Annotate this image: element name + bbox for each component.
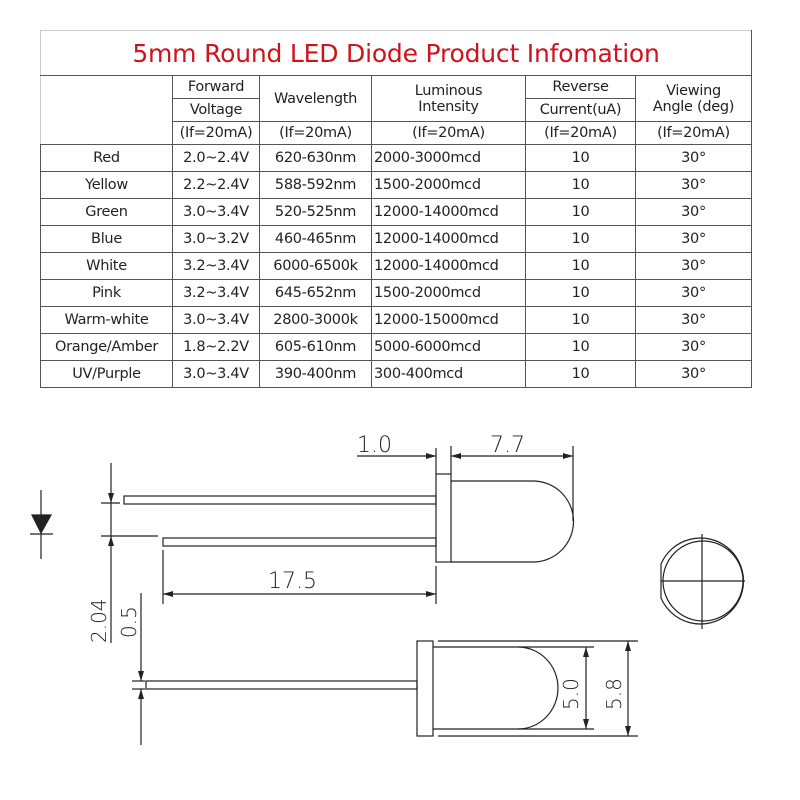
cell-current: 10 [526, 253, 636, 280]
cell-voltage: 3.2~3.4V [173, 253, 260, 280]
cell-color: Warm-white [41, 307, 173, 334]
cell-current: 10 [526, 145, 636, 172]
cell-angle: 30° [636, 172, 752, 199]
cell-intensity: 1500-2000mcd [372, 280, 526, 307]
cell-intensity: 1500-2000mcd [372, 172, 526, 199]
cell-wavelength: 588-592nm [260, 172, 372, 199]
cell-voltage: 3.0~3.4V [173, 361, 260, 388]
cell-angle: 30° [636, 280, 752, 307]
cell-color: Orange/Amber [41, 334, 173, 361]
dim-body-length: 7.7 [490, 433, 525, 458]
dim-lead-width-label: 0.5 [117, 606, 141, 638]
cell-intensity: 12000-14000mcd [372, 253, 526, 280]
led-side-view-top [124, 474, 574, 562]
header-forward-2: Voltage [173, 99, 260, 122]
cell-current: 10 [526, 307, 636, 334]
cell-angle: 30° [636, 253, 752, 280]
cell-current: 10 [526, 199, 636, 226]
cell-voltage: 2.0~2.4V [173, 145, 260, 172]
dim-flange-thickness: 1.0 [357, 433, 392, 458]
cell-angle: 30° [636, 361, 752, 388]
header-luminous: Luminous Intensity [372, 76, 526, 122]
header-forward-1: Forward [173, 76, 260, 99]
cell-color: Yellow [41, 172, 173, 199]
cell-intensity: 5000-6000mcd [372, 334, 526, 361]
header-condition: (If=20mA) [636, 122, 752, 145]
cell-current: 10 [526, 280, 636, 307]
cell-angle: 30° [636, 145, 752, 172]
header-reverse-2: Current(uA) [526, 99, 636, 122]
header-viewing: Viewing Angle (deg) [636, 76, 752, 122]
cell-color: Blue [41, 226, 173, 253]
cell-wavelength: 6000-6500k [260, 253, 372, 280]
cell-wavelength: 2800-3000k [260, 307, 372, 334]
cell-wavelength: 645-652nm [260, 280, 372, 307]
header-reverse-1: Reverse [526, 76, 636, 99]
cell-voltage: 1.8~2.2V [173, 334, 260, 361]
cell-angle: 30° [636, 307, 752, 334]
cell-current: 10 [526, 334, 636, 361]
cell-voltage: 2.2~2.4V [173, 172, 260, 199]
header-wavelength: Wavelength [260, 76, 372, 122]
diode-symbol-icon [30, 490, 53, 559]
dim-lead-length-label: 17.5 [268, 569, 317, 594]
cell-color: Red [41, 145, 173, 172]
header-condition: (If=20mA) [173, 122, 260, 145]
cell-color: White [41, 253, 173, 280]
cell-intensity: 12000-15000mcd [372, 307, 526, 334]
dim-lead-spacing-label: 2.04 [87, 598, 111, 643]
cell-color: UV/Purple [41, 361, 173, 388]
cell-color: Pink [41, 280, 173, 307]
cell-voltage: 3.0~3.2V [173, 226, 260, 253]
cell-wavelength: 620-630nm [260, 145, 372, 172]
cell-angle: 30° [636, 226, 752, 253]
cell-voltage: 3.0~3.4V [173, 199, 260, 226]
cell-wavelength: 605-610nm [260, 334, 372, 361]
cell-angle: 30° [636, 199, 752, 226]
cell-angle: 30° [636, 334, 752, 361]
dim-flange-diameter: 5.8 [602, 678, 626, 710]
led-end-view [661, 534, 745, 629]
cell-intensity: 12000-14000mcd [372, 226, 526, 253]
cell-voltage: 3.0~3.4V [173, 307, 260, 334]
cell-intensity: 300-400mcd [372, 361, 526, 388]
header-condition: (If=20mA) [372, 122, 526, 145]
header-condition: (If=20mA) [526, 122, 636, 145]
page-title: 5mm Round LED Diode Product Infomation [41, 31, 752, 76]
cell-current: 10 [526, 226, 636, 253]
dim-body-diameter: 5.0 [559, 678, 583, 710]
cell-wavelength: 460-465nm [260, 226, 372, 253]
cell-voltage: 3.2~3.4V [173, 280, 260, 307]
cell-current: 10 [526, 172, 636, 199]
cell-wavelength: 520-525nm [260, 199, 372, 226]
cell-intensity: 12000-14000mcd [372, 199, 526, 226]
cell-wavelength: 390-400nm [260, 361, 372, 388]
cell-color: Green [41, 199, 173, 226]
header-condition: (If=20mA) [260, 122, 372, 145]
cell-current: 10 [526, 361, 636, 388]
cell-intensity: 2000-3000mcd [372, 145, 526, 172]
